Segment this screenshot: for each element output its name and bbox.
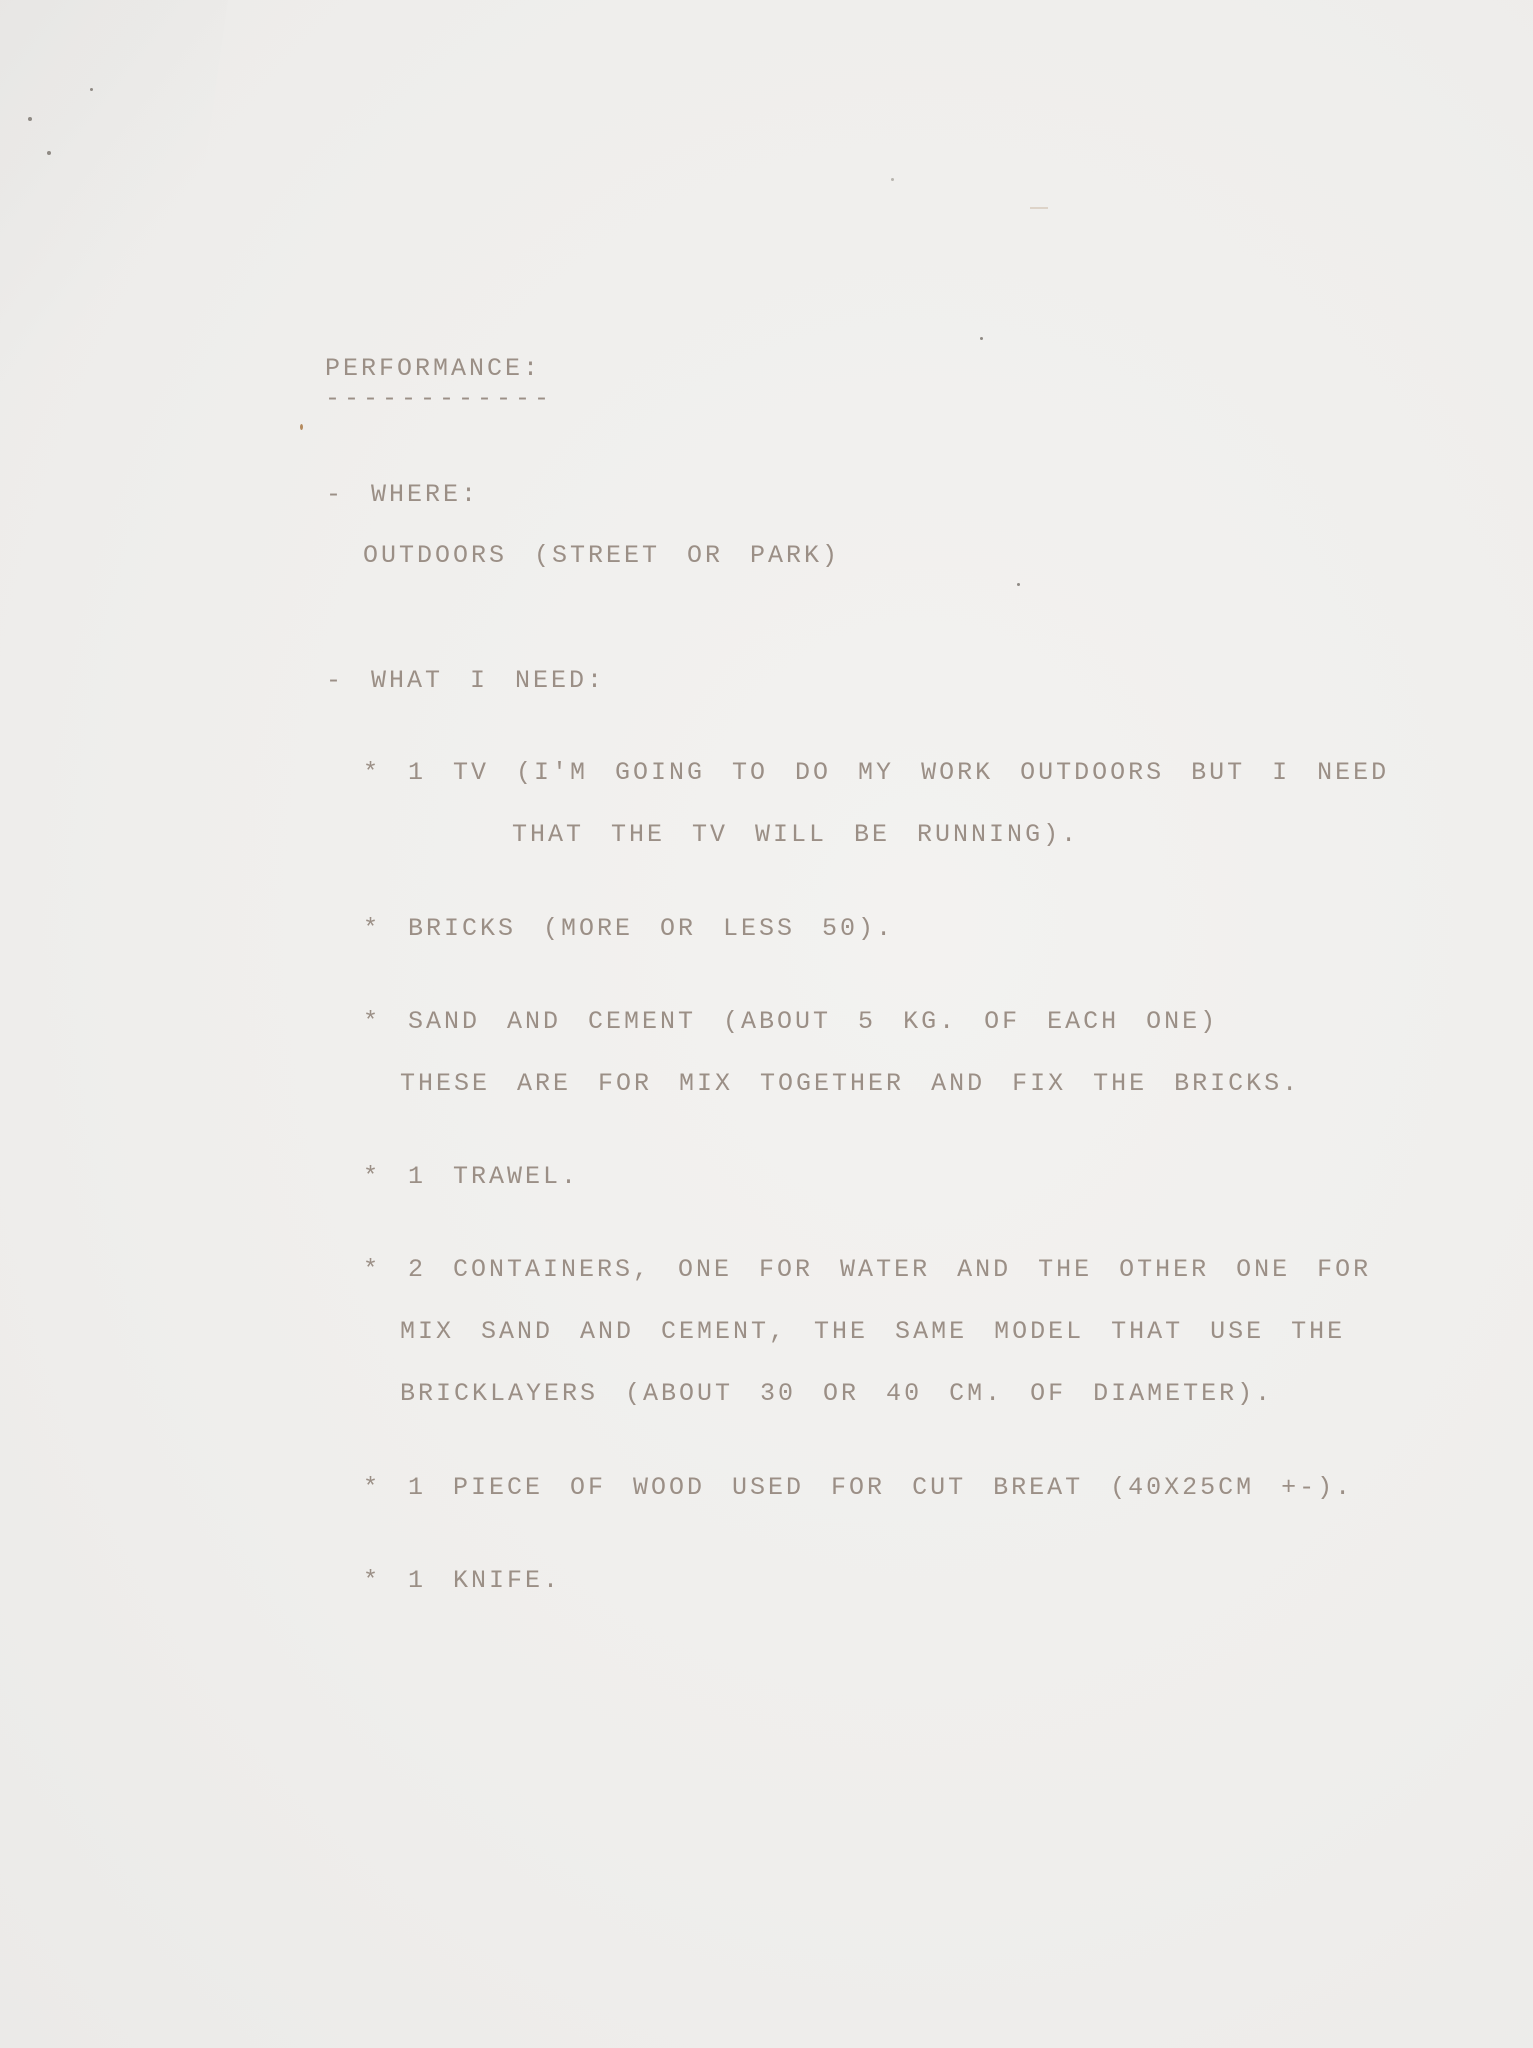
paper-speck [1017, 583, 1020, 586]
item-containers-line-2: MIX SAND AND CEMENT, THE SAME MODEL THAT USE THE [400, 1317, 1346, 1346]
item-sand-line-2: THESE ARE FOR MIX TOGETHER AND FIX THE BRICKS. [400, 1069, 1301, 1098]
where-value: OUTDOORS (STREET OR PARK) [363, 541, 841, 570]
where-label: - WHERE: [326, 480, 480, 509]
item-tv-line-1: * 1 TV (I'M GOING TO DO MY WORK OUTDOORS BUT I NEED [363, 758, 1390, 787]
item-sand-line-1: * SAND AND CEMENT (ABOUT 5 KG. OF EACH ONE) [363, 1007, 1219, 1036]
item-knife: * 1 KNIFE. [363, 1566, 562, 1595]
paper-speck [891, 178, 894, 181]
item-tv-line-2: THAT THE TV WILL BE RUNNING). [512, 820, 1080, 849]
heading-performance: PERFORMANCE: [325, 354, 542, 383]
item-wood: * 1 PIECE OF WOOD USED FOR CUT BREAT (40X25CM +-). [363, 1473, 1354, 1502]
paper-mark [1030, 207, 1048, 209]
heading-underline: ------------ [325, 384, 554, 413]
item-containers-line-1: * 2 CONTAINERS, ONE FOR WATER AND THE OTHER ONE FOR [363, 1255, 1372, 1284]
need-label: - WHAT I NEED: [326, 666, 606, 695]
item-bricks: * BRICKS (MORE OR LESS 50). [363, 914, 895, 943]
paper-speck [90, 88, 93, 91]
item-trawel: * 1 TRAWEL. [363, 1162, 580, 1191]
paper-speck [980, 337, 983, 340]
paper-speck [28, 117, 32, 121]
paper-speck [300, 424, 303, 430]
item-containers-line-3: BRICKLAYERS (ABOUT 30 OR 40 CM. OF DIAMETER). [400, 1379, 1274, 1408]
paper-fold-shadow [0, 0, 231, 436]
paper-speck [47, 151, 51, 155]
